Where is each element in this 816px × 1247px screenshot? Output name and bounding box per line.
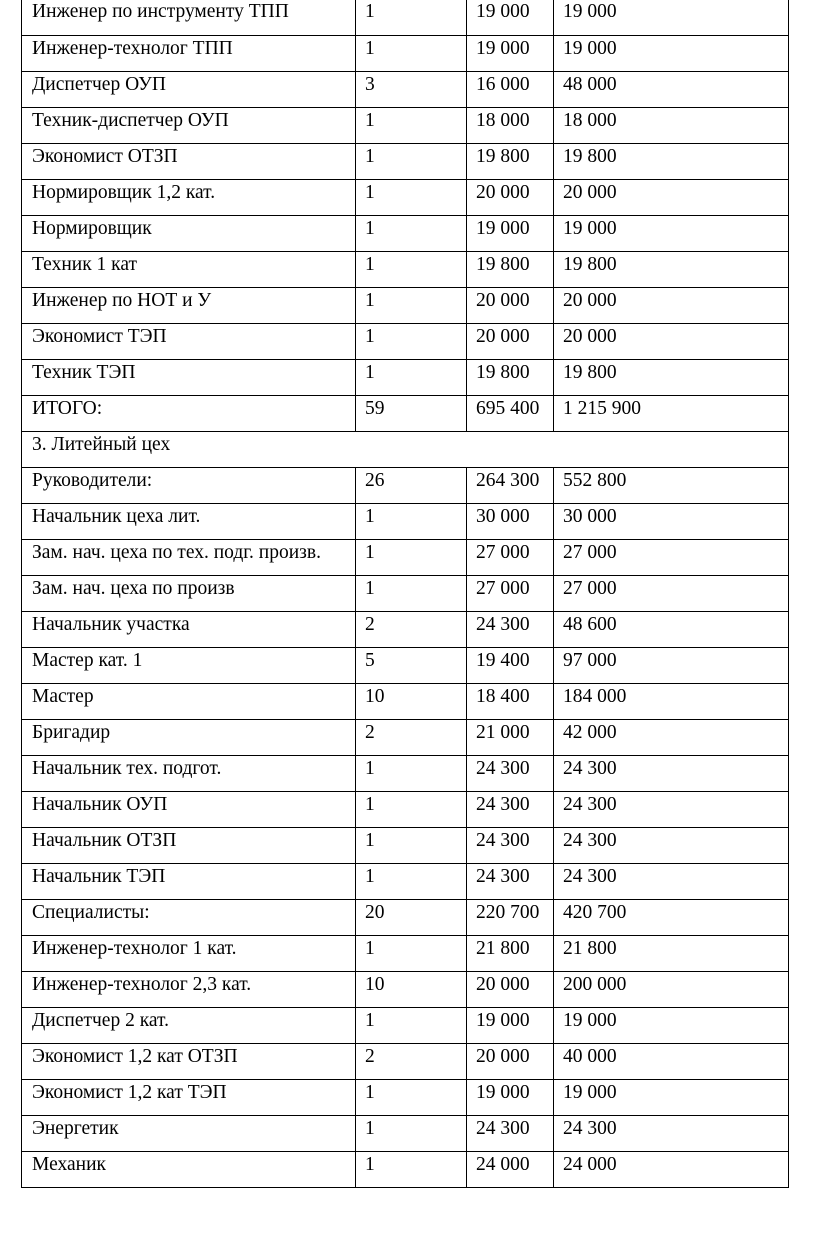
headcount-cell: 1 [356, 935, 467, 971]
position-name-cell: Инженер-технолог 1 кат. [22, 935, 356, 971]
headcount-cell: 1 [356, 215, 467, 251]
table-row [22, 611, 789, 647]
headcount-cell: 1 [356, 143, 467, 179]
position-name-cell: Начальник ТЭП [22, 863, 356, 899]
salary-rate-cell: 220 700 [467, 899, 554, 935]
headcount-cell: 10 [356, 683, 467, 719]
salary-total-cell: 40 000 [554, 1043, 789, 1079]
salary-rate-cell: 264 300 [467, 467, 554, 503]
table-row [22, 1115, 789, 1151]
table-row [22, 35, 789, 71]
position-name-cell: Механик [22, 1151, 356, 1187]
position-name-cell: Инженер-технолог 2,3 кат. [22, 971, 356, 1007]
table-row [22, 467, 789, 503]
position-name-cell: Экономист ОТЗП [22, 143, 356, 179]
position-name-cell: Техник-диспетчер ОУП [22, 107, 356, 143]
salary-rate-cell: 19 000 [467, 35, 554, 71]
table-row [22, 755, 789, 791]
salary-rate-cell: 24 300 [467, 827, 554, 863]
table-row [22, 683, 789, 719]
position-name-cell: Начальник участка [22, 611, 356, 647]
headcount-cell: 59 [356, 395, 467, 431]
table-row [22, 1007, 789, 1043]
table-row [22, 71, 789, 107]
headcount-cell: 1 [356, 35, 467, 71]
headcount-cell: 5 [356, 647, 467, 683]
position-name-cell: Бригадир [22, 719, 356, 755]
table-row [22, 575, 789, 611]
table-body [22, 0, 789, 1187]
table-row [22, 0, 789, 35]
salary-total-cell: 20 000 [554, 179, 789, 215]
salary-rate-cell: 21 000 [467, 719, 554, 755]
table-row [22, 827, 789, 863]
salary-total-cell: 20 000 [554, 323, 789, 359]
salary-total-cell: 24 300 [554, 863, 789, 899]
headcount-cell: 1 [356, 359, 467, 395]
salary-total-cell: 200 000 [554, 971, 789, 1007]
salary-total-cell: 184 000 [554, 683, 789, 719]
headcount-cell: 1 [356, 827, 467, 863]
table-row [22, 647, 789, 683]
salary-total-cell: 420 700 [554, 899, 789, 935]
salary-total-cell: 24 000 [554, 1151, 789, 1187]
salary-total-cell: 19 800 [554, 359, 789, 395]
headcount-cell: 1 [356, 791, 467, 827]
salary-rate-cell: 27 000 [467, 575, 554, 611]
salary-rate-cell: 19 000 [467, 1007, 554, 1043]
position-name-cell: Зам. нач. цеха по произв [22, 575, 356, 611]
headcount-cell: 1 [356, 863, 467, 899]
headcount-cell: 1 [356, 1079, 467, 1115]
salary-total-cell: 19 800 [554, 143, 789, 179]
table-row [22, 215, 789, 251]
table-row [22, 395, 789, 431]
table-row [22, 971, 789, 1007]
table-row [22, 503, 789, 539]
position-name-cell: Техник 1 кат [22, 251, 356, 287]
headcount-cell: 1 [356, 755, 467, 791]
salary-rate-cell: 21 800 [467, 935, 554, 971]
staff-salary-table [21, 0, 789, 1188]
salary-rate-cell: 24 300 [467, 611, 554, 647]
table-row [22, 323, 789, 359]
salary-rate-cell: 20 000 [467, 323, 554, 359]
salary-total-cell: 48 000 [554, 71, 789, 107]
salary-total-cell: 21 800 [554, 935, 789, 971]
salary-rate-cell: 19 000 [467, 215, 554, 251]
headcount-cell: 1 [356, 1115, 467, 1151]
salary-total-cell: 18 000 [554, 107, 789, 143]
headcount-cell: 10 [356, 971, 467, 1007]
salary-rate-cell: 24 300 [467, 755, 554, 791]
salary-total-cell: 48 600 [554, 611, 789, 647]
salary-rate-cell: 20 000 [467, 287, 554, 323]
salary-total-cell: 24 300 [554, 827, 789, 863]
salary-rate-cell: 18 400 [467, 683, 554, 719]
headcount-cell: 1 [356, 1007, 467, 1043]
table-row [22, 899, 789, 935]
table-row [22, 1043, 789, 1079]
table-row [22, 107, 789, 143]
position-name-cell: Нормировщик 1,2 кат. [22, 179, 356, 215]
headcount-cell: 1 [356, 503, 467, 539]
salary-rate-cell: 20 000 [467, 971, 554, 1007]
salary-rate-cell: 19 800 [467, 359, 554, 395]
salary-total-cell: 27 000 [554, 575, 789, 611]
table-row [22, 863, 789, 899]
headcount-cell: 1 [356, 575, 467, 611]
staff-salary-table-wrap [21, 0, 788, 1188]
position-name-cell: Экономист 1,2 кат ТЭП [22, 1079, 356, 1115]
salary-rate-cell: 24 300 [467, 791, 554, 827]
salary-rate-cell: 27 000 [467, 539, 554, 575]
position-name-cell: Диспетчер 2 кат. [22, 1007, 356, 1043]
table-row [22, 791, 789, 827]
headcount-cell: 2 [356, 1043, 467, 1079]
position-name-cell: Специалисты: [22, 899, 356, 935]
position-name-cell: Энергетик [22, 1115, 356, 1151]
table-row [22, 287, 789, 323]
position-name-cell: Техник ТЭП [22, 359, 356, 395]
position-name-cell: Начальник цеха лит. [22, 503, 356, 539]
salary-total-cell: 1 215 900 [554, 395, 789, 431]
headcount-cell: 20 [356, 899, 467, 935]
position-name-cell: Инженер по НОТ и У [22, 287, 356, 323]
salary-rate-cell: 24 300 [467, 1115, 554, 1151]
position-name-cell: Мастер [22, 683, 356, 719]
table-row [22, 719, 789, 755]
salary-rate-cell: 18 000 [467, 107, 554, 143]
salary-total-cell: 42 000 [554, 719, 789, 755]
salary-rate-cell: 16 000 [467, 71, 554, 107]
salary-total-cell: 20 000 [554, 287, 789, 323]
table-row [22, 251, 789, 287]
salary-total-cell: 19 000 [554, 1079, 789, 1115]
headcount-cell: 3 [356, 71, 467, 107]
headcount-cell: 1 [356, 107, 467, 143]
table-row [22, 1151, 789, 1187]
headcount-cell: 1 [356, 1151, 467, 1187]
table-row [22, 179, 789, 215]
headcount-cell: 1 [356, 323, 467, 359]
salary-rate-cell: 24 300 [467, 863, 554, 899]
headcount-cell: 2 [356, 611, 467, 647]
position-name-cell: Экономист ТЭП [22, 323, 356, 359]
position-name-cell: Мастер кат. 1 [22, 647, 356, 683]
salary-rate-cell: 695 400 [467, 395, 554, 431]
salary-total-cell: 19 000 [554, 0, 789, 35]
salary-total-cell: 19 000 [554, 1007, 789, 1043]
salary-rate-cell: 19 000 [467, 0, 554, 35]
position-name-cell: Нормировщик [22, 215, 356, 251]
headcount-cell: 1 [356, 539, 467, 575]
salary-rate-cell: 20 000 [467, 1043, 554, 1079]
position-name-cell: Руководители: [22, 467, 356, 503]
salary-total-cell: 552 800 [554, 467, 789, 503]
table-row [22, 359, 789, 395]
salary-rate-cell: 20 000 [467, 179, 554, 215]
table-row [22, 1079, 789, 1115]
salary-total-cell: 24 300 [554, 755, 789, 791]
position-name-cell: Инженер по инструменту ТПП [22, 0, 356, 35]
section-header-row [22, 431, 789, 467]
headcount-cell: 26 [356, 467, 467, 503]
position-name-cell: Начальник тех. подгот. [22, 755, 356, 791]
salary-total-cell: 19 800 [554, 251, 789, 287]
salary-rate-cell: 30 000 [467, 503, 554, 539]
headcount-cell: 1 [356, 251, 467, 287]
salary-rate-cell: 19 800 [467, 143, 554, 179]
salary-total-cell: 30 000 [554, 503, 789, 539]
salary-total-cell: 27 000 [554, 539, 789, 575]
position-name-cell: Зам. нач. цеха по тех. подг. произв. [22, 539, 356, 575]
salary-total-cell: 97 000 [554, 647, 789, 683]
salary-total-cell: 24 300 [554, 791, 789, 827]
position-name-cell: Диспетчер ОУП [22, 71, 356, 107]
headcount-cell: 1 [356, 179, 467, 215]
salary-rate-cell: 24 000 [467, 1151, 554, 1187]
salary-rate-cell: 19 800 [467, 251, 554, 287]
headcount-cell: 1 [356, 0, 467, 35]
headcount-cell: 2 [356, 719, 467, 755]
salary-rate-cell: 19 400 [467, 647, 554, 683]
position-name-cell: Начальник ОТЗП [22, 827, 356, 863]
headcount-cell: 1 [356, 287, 467, 323]
salary-total-cell: 24 300 [554, 1115, 789, 1151]
table-row [22, 935, 789, 971]
section-title: 3. Литейный цех [22, 431, 789, 467]
position-name-cell: Начальник ОУП [22, 791, 356, 827]
position-name-cell: Экономист 1,2 кат ОТЗП [22, 1043, 356, 1079]
salary-total-cell: 19 000 [554, 35, 789, 71]
table-row [22, 143, 789, 179]
table-row [22, 539, 789, 575]
salary-total-cell: 19 000 [554, 215, 789, 251]
salary-rate-cell: 19 000 [467, 1079, 554, 1115]
position-name-cell: ИТОГО: [22, 395, 356, 431]
position-name-cell: Инженер-технолог ТПП [22, 35, 356, 71]
